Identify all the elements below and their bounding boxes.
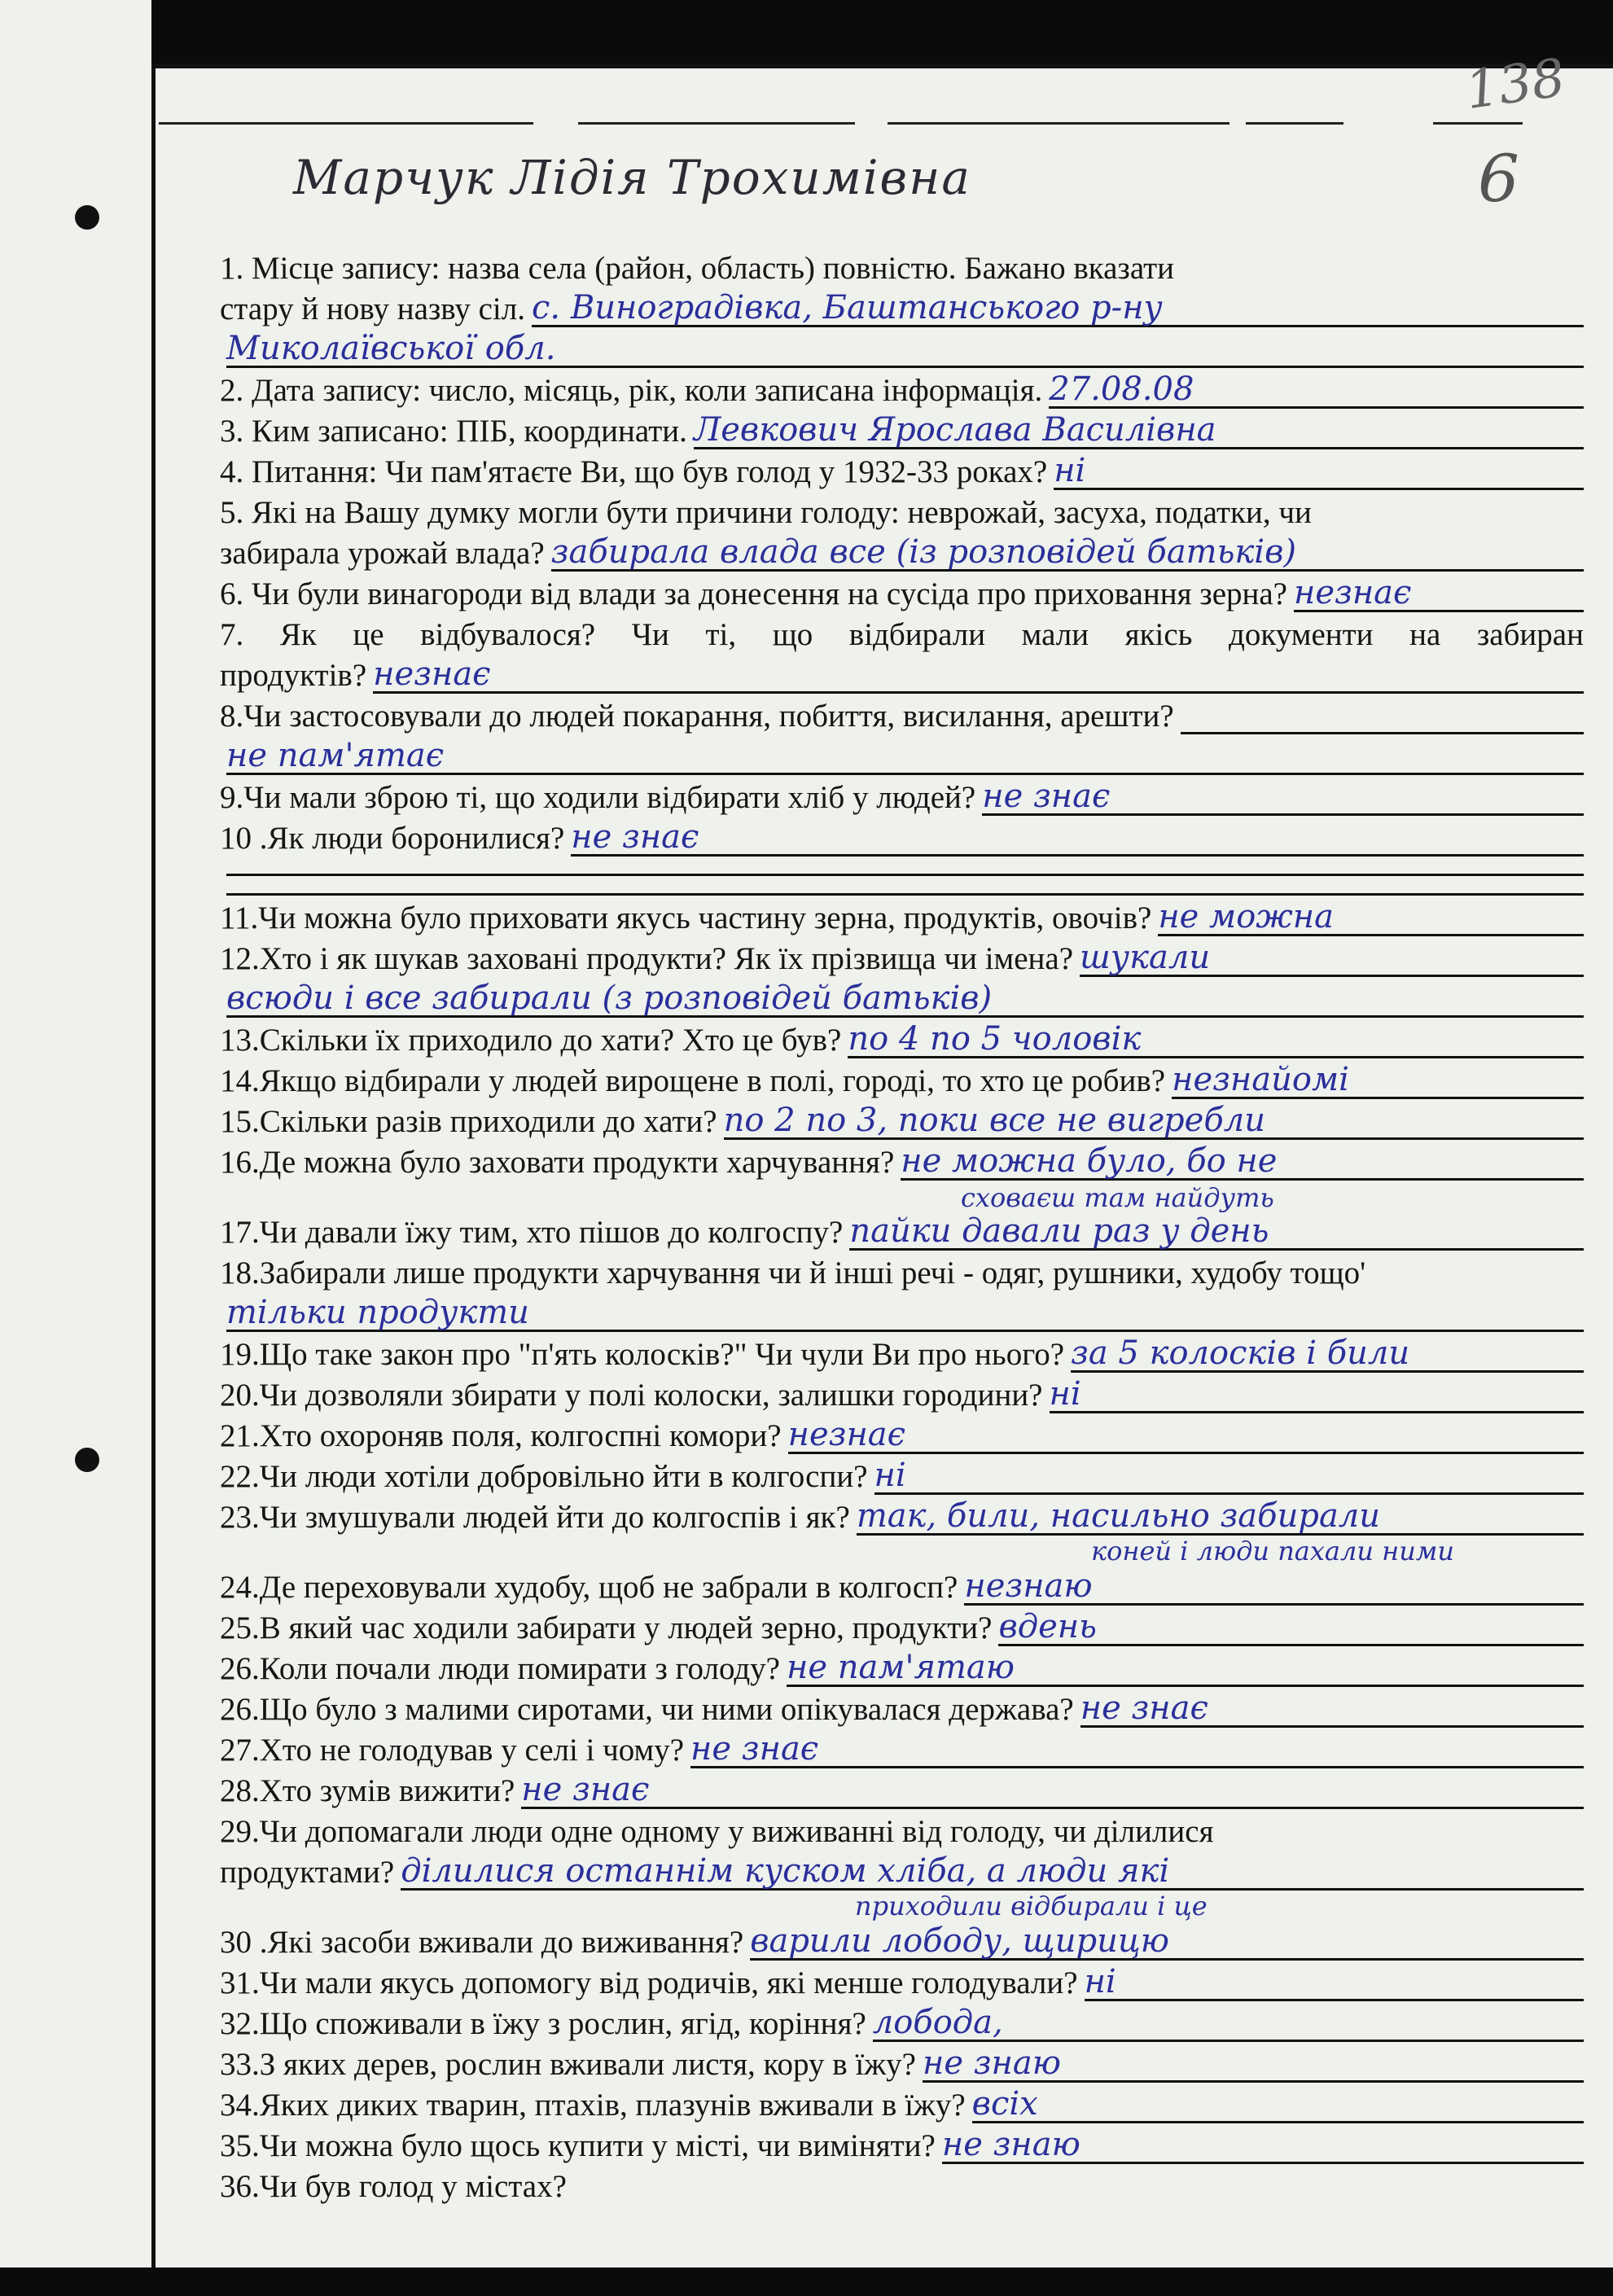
handwritten-answer: лобода, — [873, 2005, 1584, 2042]
header-divider — [578, 122, 855, 125]
scan-margin — [0, 0, 151, 2296]
handwritten-answer: вдень — [998, 1610, 1584, 1646]
question-text: 16.Де можна було заховати продукти харчування? — [220, 1145, 895, 1180]
handwritten-answer: не знає — [982, 779, 1584, 816]
question-text: 18.Забирали лише продукти харчування чи й інші речі - одяг, рушники, худобу тощо' — [220, 1255, 1366, 1290]
question-row — [220, 1690, 1584, 1728]
respondent-name: Марчук Лідія Трохимівна — [293, 150, 971, 205]
handwritten-answer: не знаю — [923, 2046, 1584, 2083]
handwritten-answer: не знає — [521, 1772, 1584, 1809]
question-row — [220, 290, 1584, 327]
header-divider — [1433, 122, 1523, 125]
handwritten-answer: так, били, насильно забирали — [857, 1499, 1584, 1536]
question-text: 13.Скільки їх приходило до хати? Хто це був? — [220, 1023, 842, 1058]
question-row — [220, 1213, 1584, 1251]
question-row — [220, 1254, 1584, 1291]
handwritten-answer: всіх — [972, 2087, 1584, 2123]
question-text: 20.Чи дозволяли збирати у полі колоски, залишки городини? — [220, 1378, 1043, 1413]
handwritten-answer — [226, 893, 1584, 896]
question-text: 19.Що таке закон про "п'ять колосків?" Чи чули Ви про нього? — [220, 1337, 1065, 1372]
question-text: 33.З яких дерев, рослин вживали листя, кору в їжу? — [220, 2047, 916, 2082]
question-text: 12.Хто і як шукав заховані продукти? Як їх прізвища чи імена? — [220, 941, 1074, 976]
handwritten-answer: незнає — [788, 1417, 1584, 1454]
question-text: 30 .Які засоби вживали до виживання? — [220, 1925, 744, 1960]
page-number: 138 — [1462, 47, 1569, 122]
question-row — [220, 2045, 1584, 2083]
question-text: 8.Чи застосовували до людей покарання, побиття, висилання, арешти? — [220, 699, 1174, 734]
handwritten-answer: по 2 по 3, поки все не вигребли — [724, 1103, 1584, 1140]
question-text: 35.Чи можна було щось купити у місті, чи виміняти? — [220, 2128, 936, 2163]
question-text: 1. Місце запису: назва села (район, область) повністю. Бажано вказати — [220, 251, 1175, 286]
question-text: 28.Хто зумів вижити? — [220, 1773, 515, 1808]
handwritten-answer: пайки давали раз у день — [849, 1214, 1584, 1251]
question-row — [220, 331, 1584, 368]
question-row — [220, 1376, 1584, 1413]
handwritten-note: сховаєш там найдуть — [961, 1182, 1274, 1213]
handwritten-answer: не знаю — [942, 2127, 1584, 2164]
question-text: 17.Чи давали їжу тим, хто пішов до колгоспу? — [220, 1215, 844, 1250]
handwritten-answer: не можна було, бо не — [901, 1144, 1584, 1181]
question-row — [220, 1853, 1584, 1891]
question-text: 34.Яких диких тварин, птахів, плазунів вживали в їжу? — [220, 2088, 966, 2123]
question-row — [220, 1731, 1584, 1768]
question-row — [220, 1143, 1584, 1181]
question-text: 11.Чи можна було приховати якусь частину зерна, продуктів, овочів? — [220, 900, 1152, 935]
question-text: продуктів? — [220, 658, 367, 693]
corner-mark: 6 — [1478, 141, 1519, 217]
question-row — [220, 2005, 1584, 2042]
question-row — [220, 1457, 1584, 1495]
handwritten-answer: не пам'ятає — [226, 738, 1584, 775]
handwritten-note: приходили відбирали і це — [855, 1891, 1208, 1921]
question-text: 14.Якщо відбирали у людей вирощене в полі, городі, то хто це робив? — [220, 1063, 1166, 1098]
question-text: продуктами? — [220, 1855, 395, 1890]
punch-hole — [75, 1448, 99, 1472]
scan-border — [0, 2268, 1613, 2296]
question-row — [220, 1021, 1584, 1058]
handwritten-answer: варили лободу, щирицю — [750, 1924, 1584, 1961]
question-text: 24.Де переховували худобу, щоб не забрали в колгосп? — [220, 1570, 958, 1605]
question-row — [220, 1964, 1584, 2001]
question-text: 9.Чи мали зброю ті, що ходили відбирати хліб у людей? — [220, 780, 976, 815]
question-row — [220, 1923, 1584, 1961]
question-row — [220, 778, 1584, 816]
handwritten-answer: незнайомі — [1172, 1063, 1584, 1099]
question-row — [220, 1295, 1584, 1332]
handwritten-answer: ні — [1085, 1965, 1584, 2001]
question-text: 22.Чи люди хотіли добровільно йти в колгоспи? — [220, 1459, 868, 1494]
handwritten-answer: Миколаївської обл. — [226, 331, 1584, 368]
question-row — [220, 2167, 1584, 2205]
question-row — [220, 371, 1584, 409]
header-divider — [1246, 122, 1343, 125]
question-row — [220, 1417, 1584, 1454]
handwritten-answer: шукали — [1080, 940, 1584, 977]
question-text: 25.В який час ходили забирати у людей зерно, продукти? — [220, 1610, 993, 1645]
header-divider — [159, 122, 533, 125]
handwritten-answer: 27.08.08 — [1049, 372, 1584, 409]
question-row — [220, 1062, 1584, 1099]
handwritten-answer: за 5 колосків і били — [1071, 1336, 1584, 1373]
handwritten-answer: по 4 по 5 чоловік — [848, 1022, 1584, 1058]
handwritten-answer: не знає — [571, 820, 1584, 857]
handwritten-answer: не знає — [1080, 1691, 1584, 1728]
question-row — [220, 534, 1584, 572]
handwritten-answer: незнає — [1294, 576, 1584, 612]
question-row — [220, 738, 1584, 775]
handwritten-answer: всюди і все забирали (з розповідей батьків) — [226, 981, 1584, 1018]
handwritten-answer — [226, 874, 1584, 876]
question-row — [220, 860, 1584, 876]
question-row — [220, 879, 1584, 896]
question-row — [220, 656, 1584, 694]
question-row — [220, 1772, 1584, 1809]
question-row — [220, 2086, 1584, 2123]
question-text: 27.Хто не голодував у селі і чому? — [220, 1733, 685, 1768]
question-text: 4. Питання: Чи пам'ятаєте Ви, що був голод у 1932-33 роках? — [220, 454, 1048, 489]
question-row — [220, 1568, 1584, 1606]
question-row — [220, 899, 1584, 936]
handwritten-answer: ні — [1054, 454, 1584, 490]
handwritten-answer: тільки продукти — [226, 1295, 1584, 1332]
handwritten-answer: ні — [1050, 1377, 1585, 1413]
question-row — [220, 1650, 1584, 1687]
handwritten-answer: забирала влада все (із розповідей батьків) — [551, 535, 1584, 572]
question-text: 21.Хто охороняв поля, колгоспні комори? — [220, 1418, 782, 1453]
question-row — [220, 980, 1584, 1018]
header-divider — [888, 122, 1229, 125]
question-row — [220, 1335, 1584, 1373]
question-text: 6. Чи були винагороди від влади за донесення на сусіда про приховання зерна? — [220, 576, 1287, 611]
question-row — [220, 819, 1584, 857]
handwritten-answer: не можна — [1158, 900, 1584, 936]
question-text: 7. Як це відбувалося? Чи ті, що відбирали мали якісь документи на забиран — [220, 617, 1584, 652]
question-text: 23.Чи змушували людей йти до колгоспів і як? — [220, 1500, 850, 1535]
question-text: стару й нову назву сіл. — [220, 291, 525, 326]
question-text: 29.Чи допомагали люди одне одному у виживанні від голоду, чи ділилися — [220, 1814, 1214, 1849]
question-row — [220, 1102, 1584, 1140]
handwritten-note: коней і люди пахали ними — [1091, 1536, 1454, 1566]
handwritten-answer: ділилися останнім куском хліба, а люди які — [401, 1854, 1584, 1891]
question-text: 36.Чи був голод у містах? — [220, 2169, 567, 2204]
handwritten-answer: незнає — [373, 657, 1584, 694]
question-text: 15.Скільки разів приходили до хати? — [220, 1104, 717, 1139]
handwritten-answer: Левкович Ярослава Василівна — [694, 413, 1584, 449]
question-text: 32.Що споживали в їжу з рослин, ягід, коріння? — [220, 2006, 866, 2041]
question-text: 26.Коли почали люди помирати з голоду? — [220, 1651, 780, 1686]
question-text: 26.Що було з малими сиротами, чи ними опікувалася держава? — [220, 1692, 1074, 1727]
question-text: 10 .Як люди боронилися? — [220, 821, 565, 856]
question-text: 5. Які на Вашу думку могли бути причини голоду: неврожай, засуха, податки, чи — [220, 495, 1312, 530]
handwritten-answer: не пам'ятаю — [787, 1650, 1584, 1687]
question-row — [220, 412, 1584, 449]
question-text: 2. Дата запису: число, місяць, рік, коли записана інформація. — [220, 373, 1043, 408]
question-row — [220, 1498, 1584, 1536]
handwritten-answer — [1181, 732, 1584, 734]
question-row — [220, 575, 1584, 612]
punch-hole — [75, 205, 99, 230]
question-row — [220, 940, 1584, 977]
question-text: 31.Чи мали якусь допомогу від родичів, які менше голодували? — [220, 1965, 1078, 2000]
question-text: 3. Ким записано: ПІБ, координати. — [220, 414, 687, 449]
handwritten-answer: ні — [874, 1458, 1584, 1495]
question-row — [220, 493, 1584, 531]
question-row — [220, 697, 1584, 734]
handwritten-answer: с. Виноградівка, Баштанського р-ну — [532, 291, 1584, 327]
question-row — [220, 616, 1584, 653]
question-text: забирала урожай влада? — [220, 536, 545, 571]
handwritten-answer: не знає — [690, 1732, 1584, 1768]
question-row — [220, 1609, 1584, 1646]
handwritten-answer: незнаю — [964, 1569, 1584, 1606]
question-row — [220, 1812, 1584, 1850]
question-row — [220, 2127, 1584, 2164]
question-row — [220, 249, 1584, 287]
question-row — [220, 453, 1584, 490]
